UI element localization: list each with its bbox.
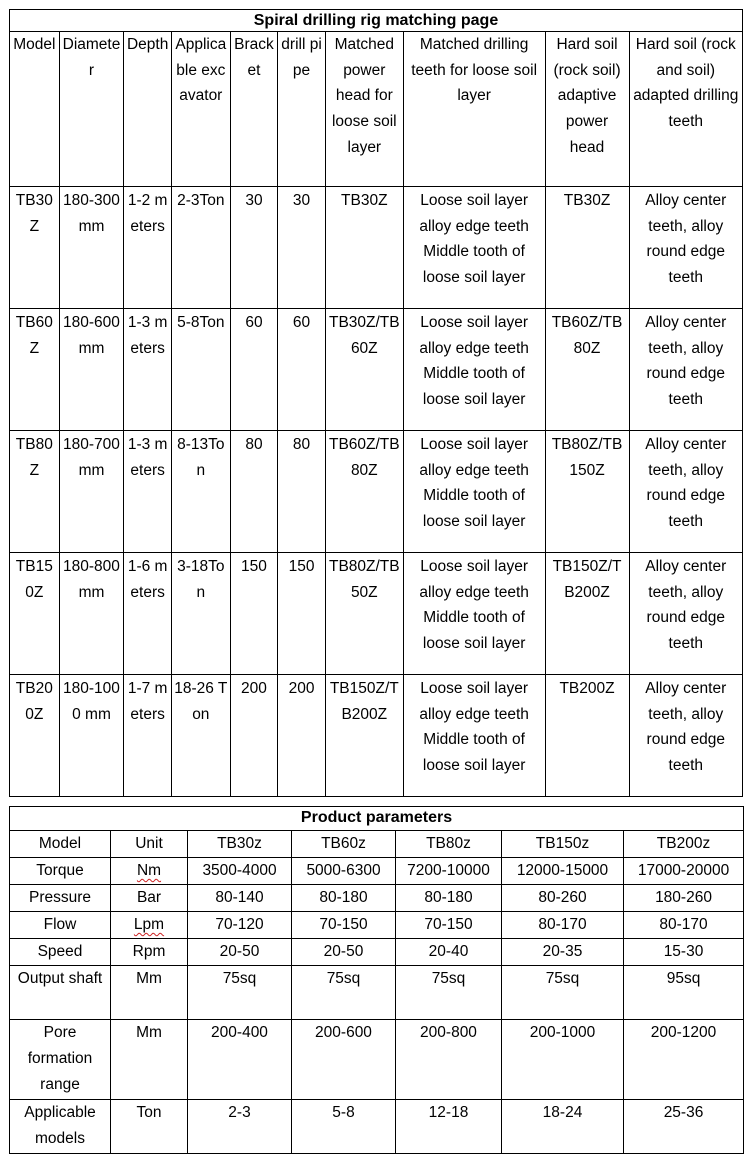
header-diameter: Diameter (59, 32, 124, 187)
cell-model: TB200Z (10, 675, 60, 797)
param-unit (111, 858, 188, 885)
header-tb200z: TB200z (624, 831, 744, 858)
cell-hard-power-head: TB80Z/TB150Z (545, 431, 629, 553)
cell-hard-teeth: Alloy center teeth, alloy round edge teeth (629, 675, 742, 797)
param-value: 3500-4000 (188, 858, 292, 885)
parameters-header-row (10, 831, 744, 858)
cell-loose-teeth: Loose soil layer alloy edge teeth Middle tooth of loose soil layer (403, 309, 545, 431)
cell-model: TB60Z (10, 309, 60, 431)
cell-excavator: 3-18Ton (171, 553, 230, 675)
param-name: Output shaft (10, 966, 111, 1020)
parameters-title: Product parameters (10, 807, 744, 831)
param-name: Torque (10, 858, 111, 885)
cell-depth: 1-2 meters (124, 187, 172, 309)
param-value: 80-170 (624, 912, 744, 939)
table-row (10, 675, 743, 797)
cell-drill-pipe: 60 (278, 309, 326, 431)
param-unit: Mm (111, 1020, 188, 1100)
param-value: 75sq (502, 966, 624, 1020)
cell-drill-pipe: 150 (278, 553, 326, 675)
table-row (10, 1020, 744, 1100)
cell-hard-teeth: Alloy center teeth, alloy round edge teeth (629, 553, 742, 675)
cell-drill-pipe: 80 (278, 431, 326, 553)
cell-hard-teeth: Alloy center teeth, alloy round edge teeth (629, 309, 742, 431)
param-value: 200-600 (292, 1020, 396, 1100)
table-row (10, 431, 743, 553)
cell-hard-power-head: TB150Z/TB200Z (545, 553, 629, 675)
param-value: 5000-6300 (292, 858, 396, 885)
header-model: Model (10, 32, 60, 187)
cell-model: TB150Z (10, 553, 60, 675)
param-value: 20-35 (502, 939, 624, 966)
table-row (10, 1100, 744, 1154)
header-bracket: Bracket (230, 32, 278, 187)
param-name: Applicable models (10, 1100, 111, 1154)
cell-bracket: 80 (230, 431, 278, 553)
param-value: 17000-20000 (624, 858, 744, 885)
cell-excavator: 2-3Ton (171, 187, 230, 309)
param-name: Pressure (10, 885, 111, 912)
param-name: Speed (10, 939, 111, 966)
param-name: Pore formation range (10, 1020, 111, 1100)
cell-loose-teeth: Loose soil layer alloy edge teeth Middle tooth of loose soil layer (403, 187, 545, 309)
param-value: 80-260 (502, 885, 624, 912)
cell-hard-power-head: TB60Z/TB80Z (545, 309, 629, 431)
header-depth: Depth (124, 32, 172, 187)
cell-hard-teeth: Alloy center teeth, alloy round edge teeth (629, 431, 742, 553)
param-unit (111, 912, 188, 939)
header-applicable-excavator: Applicable excavator (171, 32, 230, 187)
param-value: 18-24 (502, 1100, 624, 1154)
cell-bracket: 30 (230, 187, 278, 309)
cell-diameter: 180-600mm (59, 309, 124, 431)
table-row (10, 939, 744, 966)
cell-loose-power-head: TB150Z/TB200Z (325, 675, 403, 797)
param-value: 200-800 (396, 1020, 502, 1100)
param-value: 70-120 (188, 912, 292, 939)
param-value: 180-260 (624, 885, 744, 912)
cell-drill-pipe: 200 (278, 675, 326, 797)
param-name: Flow (10, 912, 111, 939)
cell-model: TB30Z (10, 187, 60, 309)
cell-loose-teeth: Loose soil layer alloy edge teeth Middle tooth of loose soil layer (403, 431, 545, 553)
cell-excavator: 8-13Ton (171, 431, 230, 553)
cell-bracket: 150 (230, 553, 278, 675)
param-value: 80-180 (396, 885, 502, 912)
header-drill-pipe: drill pipe (278, 32, 326, 187)
cell-depth: 1-3 meters (124, 309, 172, 431)
cell-bracket: 200 (230, 675, 278, 797)
param-unit: Rpm (111, 939, 188, 966)
table-row (10, 187, 743, 309)
param-value: 15-30 (624, 939, 744, 966)
table-row (10, 966, 744, 1020)
cell-diameter: 180-300mm (59, 187, 124, 309)
cell-diameter: 180-1000 mm (59, 675, 124, 797)
cell-diameter: 180-700mm (59, 431, 124, 553)
matching-header-row (10, 32, 743, 187)
param-value: 20-50 (292, 939, 396, 966)
cell-drill-pipe: 30 (278, 187, 326, 309)
param-unit-text: Nm (136, 862, 162, 879)
param-value: 75sq (396, 966, 502, 1020)
cell-loose-power-head: TB30Z/TB60Z (325, 309, 403, 431)
cell-excavator: 5-8Ton (171, 309, 230, 431)
table-row (10, 858, 744, 885)
param-unit: Bar (111, 885, 188, 912)
header-hard-power-head: Hard soil (rock soil) adaptive power head (545, 32, 629, 187)
param-value: 95sq (624, 966, 744, 1020)
param-value: 7200-10000 (396, 858, 502, 885)
table-row (10, 553, 743, 675)
cell-hard-power-head: TB30Z (545, 187, 629, 309)
header-tb60z: TB60z (292, 831, 396, 858)
table-row (10, 885, 744, 912)
header-unit: Unit (111, 831, 188, 858)
param-value: 2-3 (188, 1100, 292, 1154)
param-value: 20-40 (396, 939, 502, 966)
cell-diameter: 180-800mm (59, 553, 124, 675)
cell-loose-power-head: TB60Z/TB80Z (325, 431, 403, 553)
table-row (10, 309, 743, 431)
cell-hard-teeth: Alloy center teeth, alloy round edge teeth (629, 187, 742, 309)
param-value: 80-180 (292, 885, 396, 912)
header-loose-power-head: Matched power head for loose soil layer (325, 32, 403, 187)
cell-loose-power-head: TB80Z/TB50Z (325, 553, 403, 675)
param-value: 12-18 (396, 1100, 502, 1154)
param-value: 25-36 (624, 1100, 744, 1154)
cell-depth: 1-7 meters (124, 675, 172, 797)
param-unit: Mm (111, 966, 188, 1020)
header-loose-teeth: Matched drilling teeth for loose soil layer (403, 32, 545, 187)
cell-bracket: 60 (230, 309, 278, 431)
cell-depth: 1-3 meters (124, 431, 172, 553)
matching-title: Spiral drilling rig matching page (10, 10, 743, 32)
param-value: 70-150 (292, 912, 396, 939)
header-tb30z: TB30z (188, 831, 292, 858)
param-unit-text: Lpm (133, 916, 165, 933)
header-tb150z: TB150z (502, 831, 624, 858)
param-value: 20-50 (188, 939, 292, 966)
param-value: 75sq (292, 966, 396, 1020)
parameters-table (9, 806, 744, 1154)
cell-model: TB80Z (10, 431, 60, 553)
param-value: 200-1000 (502, 1020, 624, 1100)
param-value: 200-400 (188, 1020, 292, 1100)
matching-table (9, 9, 743, 797)
param-value: 75sq (188, 966, 292, 1020)
param-value: 200-1200 (624, 1020, 744, 1100)
header-hard-teeth: Hard soil (rock and soil) adapted drilling teeth (629, 32, 742, 187)
table-row (10, 912, 744, 939)
cell-depth: 1-6 meters (124, 553, 172, 675)
cell-loose-power-head: TB30Z (325, 187, 403, 309)
cell-loose-teeth: Loose soil layer alloy edge teeth Middle tooth of loose soil layer (403, 553, 545, 675)
header-model: Model (10, 831, 111, 858)
param-value: 80-170 (502, 912, 624, 939)
header-tb80z: TB80z (396, 831, 502, 858)
cell-excavator: 18-26 Ton (171, 675, 230, 797)
cell-hard-power-head: TB200Z (545, 675, 629, 797)
cell-loose-teeth: Loose soil layer alloy edge teeth Middle tooth of loose soil layer (403, 675, 545, 797)
param-value: 80-140 (188, 885, 292, 912)
param-unit: Ton (111, 1100, 188, 1154)
param-value: 70-150 (396, 912, 502, 939)
param-value: 5-8 (292, 1100, 396, 1154)
param-value: 12000-15000 (502, 858, 624, 885)
